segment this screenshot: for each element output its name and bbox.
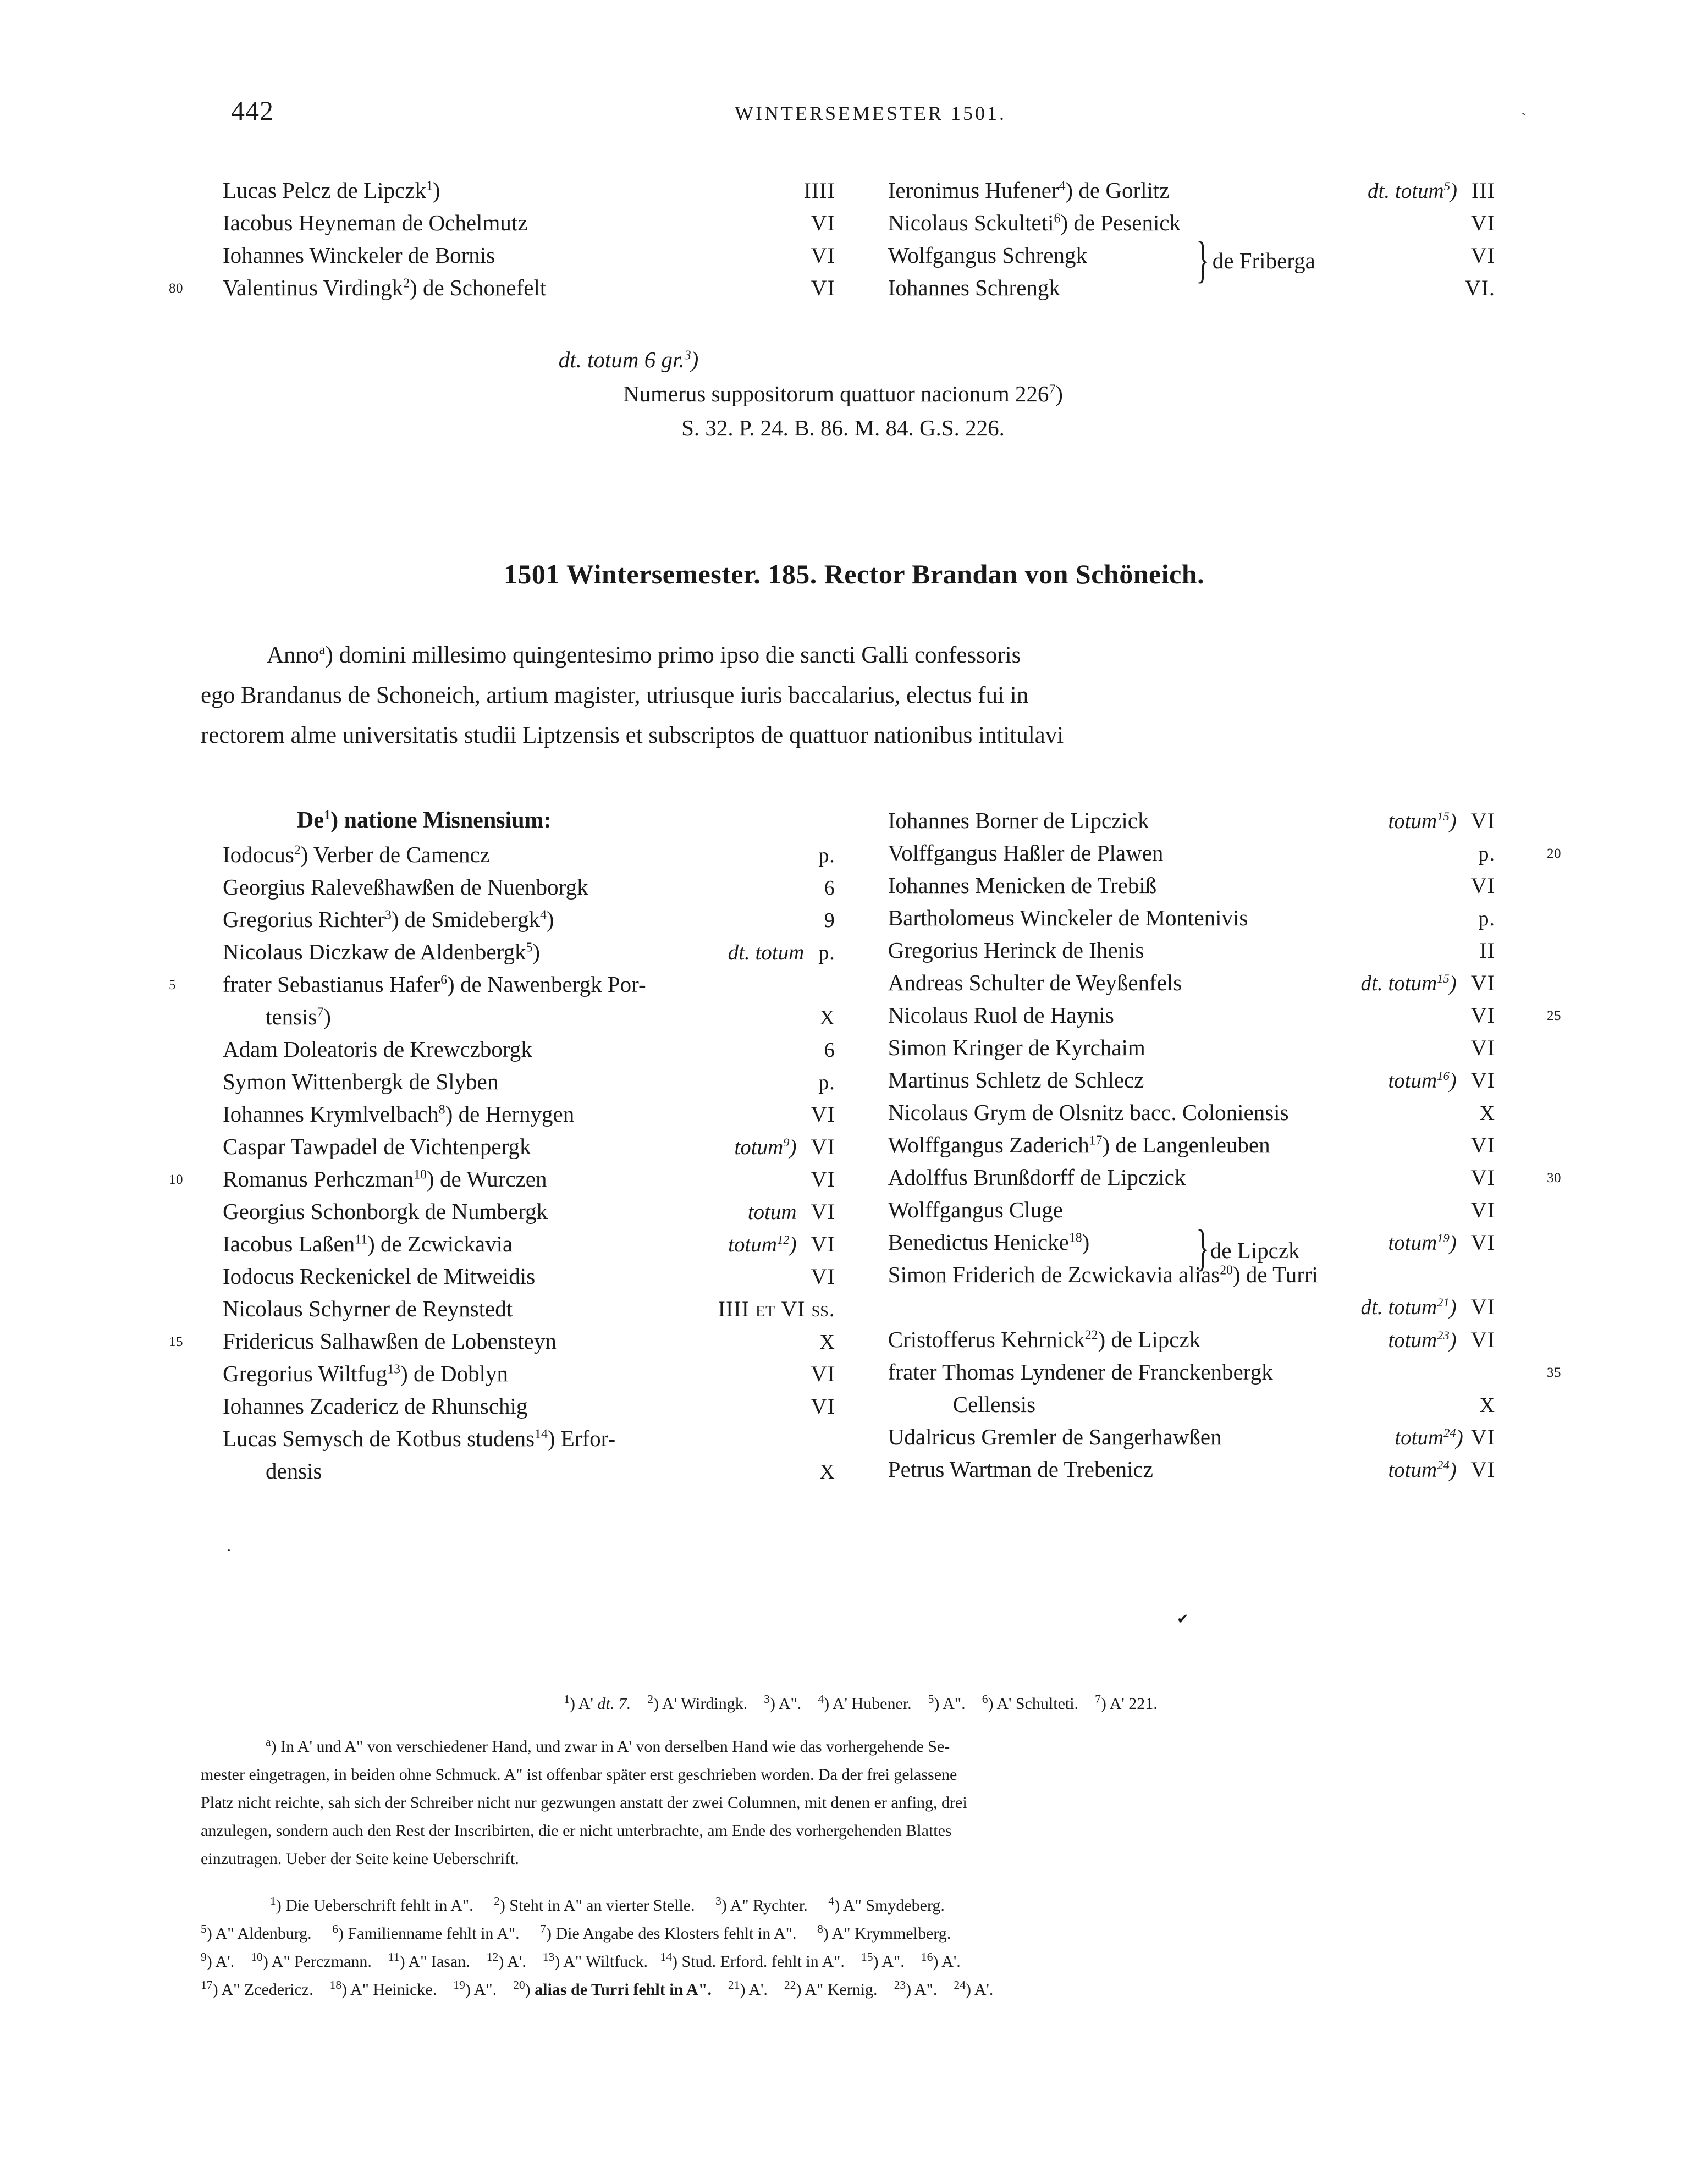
list-item: [201, 874, 861, 906]
entry-value: 6: [824, 876, 835, 900]
entry-name: Georgius Raleveßhawßen de Nuenborgk: [223, 874, 588, 900]
entry-name: Nicolaus Schyrner de Reynstedt: [223, 1296, 513, 1321]
grouping-brace: }: [1195, 1220, 1210, 1276]
list-left-column: [169, 807, 861, 1490]
list-item: [888, 1002, 1561, 1034]
entry-value: VI: [811, 1134, 835, 1159]
list-item: [201, 1036, 861, 1068]
list-item: [888, 904, 1520, 937]
entry-name: Nicolaus Sckulteti$^6$) de Pesenick: [888, 210, 1181, 235]
entry-name: Caspar Tawpadel de Vichtenpergk: [223, 1134, 531, 1159]
entry-name: Iacobus Laßen$^{11}$) de Zcwickavia: [223, 1231, 513, 1256]
entry-value: 9: [824, 909, 835, 932]
list-item: [201, 1425, 861, 1458]
entry-value: II: [1479, 938, 1495, 963]
entry-name: Simon Friderich de Zcwickavia alias$^{20}$) de Turri: [888, 1262, 1318, 1287]
list-right-column: [861, 807, 1561, 1490]
entry-value: VI: [811, 275, 835, 300]
entry-totum: totum$^{12}$): [728, 1233, 797, 1256]
entry-value: VI: [811, 211, 835, 235]
entry-value: VI: [1470, 1035, 1495, 1060]
entry-name: Lucas Pelcz de Lipczk$^1$): [223, 178, 440, 203]
entry-name: Iodocus Reckenickel de Mitweidis: [223, 1264, 536, 1289]
entry-row: [201, 242, 861, 274]
entry-value: VI: [1470, 1457, 1495, 1482]
list-item: [201, 1198, 861, 1231]
entry-value: 6: [824, 1039, 835, 1062]
entry-value: VI: [1470, 1003, 1495, 1028]
entry-name: Nicolaus Diczkaw de Aldenbergk$^5$): [223, 939, 540, 964]
entry-value: X: [1479, 1394, 1495, 1417]
intro-line: ego Brandanus de Schoneich, artium magister, utriusque iuris baccalarius, electus fui in: [201, 682, 1029, 708]
margin-line-number: 15: [169, 1334, 183, 1349]
margin-dot: ·: [227, 1542, 232, 1558]
margin-line-number: 10: [169, 1172, 183, 1187]
list-item: [888, 1132, 1520, 1164]
entry-name: Volffgangus Haßler de Plawen: [888, 840, 1164, 865]
entry-value: VI: [1470, 1068, 1495, 1093]
entry-name: Andreas Schulter de Weyßenfels: [888, 970, 1182, 995]
entry-name: Lucas Semysch de Kotbus studens$^{14}$) Erfor-: [223, 1426, 616, 1451]
intro-line: Anno$^a$) domini millesimo quingentesimo primo ipso die sancti Galli confessoris: [267, 642, 1021, 668]
entry-value: p.: [818, 844, 835, 867]
center-line-counts: S. 32. P. 24. B. 86. M. 84. G.S. 226.: [681, 415, 1005, 440]
entry-totum: dt. totum$^{15}$): [1360, 972, 1457, 995]
footnote-line: mester eingetragen, in beiden ohne Schmuck. A" ist offenbar später erst geschrieben worden. Da der frei gelassene: [201, 1766, 957, 1784]
grouping-brace-label: de Friberga: [1212, 248, 1315, 273]
top-left-column: [169, 177, 861, 307]
entry-name: Iohannes Winckeler de Bornis: [223, 242, 495, 268]
entry-name: Iohannes Schrengk: [888, 275, 1060, 300]
entry-value: VI: [1470, 1230, 1495, 1255]
footnote-numbered-block: [188, 1891, 1520, 2004]
list-item: [888, 1424, 1520, 1456]
entry-value: VI: [1470, 1165, 1495, 1190]
entry-name: Simon Kringer de Kyrchaim: [888, 1035, 1145, 1060]
list-item: [201, 1458, 861, 1490]
entry-totum: dt. totum$^5$): [1368, 179, 1458, 203]
entry-name: Adolffus Brunßdorff de Lipczick: [888, 1165, 1186, 1190]
list-item: [888, 1326, 1520, 1359]
entry-value: VI: [1470, 1294, 1495, 1319]
entry-value: X: [1479, 1102, 1495, 1125]
entry-value: VI: [811, 1394, 835, 1419]
entry-value: VI: [811, 1264, 835, 1289]
entry-value: VI: [811, 1199, 835, 1224]
entry-name: Adam Doleatoris de Krewczborgk: [223, 1036, 532, 1062]
top-entry-block: [0, 177, 1708, 307]
list-item: [201, 841, 861, 874]
entry-value: p.: [818, 1071, 835, 1094]
footnote-line: $^{17}$) A" Zcedericz. $^{18}$) A" Heinicke. $^{19}$) A". $^{20}$) alias de Turri fehlt in A". $^{21}$) A'. $^{22}$) A" Kernig. $^{23}$) A". $^{24}$) A'.: [201, 1978, 994, 1999]
entry-name: Nicolaus Grym de Olsnitz bacc. Coloniensis: [888, 1100, 1289, 1125]
footnote-line: $^a$) In A' und A" von verschiedener Hand, und zwar in A' von derselben Hand wie das vorhergehende Se-: [266, 1735, 950, 1756]
entry-value: p.: [1478, 907, 1495, 930]
intro-line: rectorem alme universitatis studii Liptzensis et subscriptos de quattuor nationibus intitulavi: [201, 722, 1064, 748]
entry-value: VI: [1470, 1327, 1495, 1352]
entry-totum: totum$^{15}$): [1388, 809, 1457, 833]
intro-paragraph: [188, 635, 1520, 755]
entry-totum: totum$^{16}$): [1388, 1069, 1457, 1093]
footnote-line: $^5$) A" Aldenburg. $^6$) Familienname fehlt in A". $^7$) Die Angabe des Klosters fehlt in A". $^8$) A" Krymmelberg.: [201, 1922, 951, 1943]
section-heading-block: [0, 558, 1708, 590]
margin-line-number: 25: [1547, 1008, 1561, 1023]
entry-name: Valentinus Virdingk$^2$) de Schonefelt: [223, 275, 547, 300]
margin-line-number: 80: [169, 281, 183, 296]
entry-totum: totum$^{19}$): [1388, 1231, 1457, 1255]
entry-name: frater Sebastianus Hafer$^6$) de Nawenbergk Por-: [223, 972, 646, 997]
entry-totum: totum$^{23}$): [1388, 1328, 1457, 1352]
running-head-title: WINTERSEMESTER 1501.: [735, 102, 1006, 124]
matriculation-list: [0, 807, 1708, 1490]
entry-value: X: [819, 1006, 835, 1029]
list-item: [201, 1231, 861, 1263]
grouping-brace-label: de Lipczk: [1210, 1238, 1300, 1263]
entry-name: Petrus Wartman de Trebenicz: [888, 1457, 1153, 1482]
top-right-column: [861, 177, 1520, 307]
entry-totum: totum: [747, 1200, 797, 1224]
entry-value: VI: [811, 1102, 835, 1127]
entry-name: Cristofferus Kehrnick$^{22}$) de Lipczk: [888, 1327, 1201, 1352]
footnote-line: $^1$) Die Ueberschrift fehlt in A". $^2$) Steht in A" an vierter Stelle. $^3$) A" Rychter. $^4$) A" Smydeberg.: [270, 1894, 945, 1915]
intro-paragraph-block: [0, 635, 1708, 755]
entry-value: III: [1472, 178, 1495, 203]
entry-name: Symon Wittenbergk de Slyben: [223, 1069, 499, 1094]
entry-name: Gregorius Wiltfug$^{13}$) de Doblyn: [223, 1361, 508, 1386]
entry-value: VI: [811, 1361, 835, 1386]
list-item: [888, 1099, 1520, 1132]
list-item: [888, 937, 1520, 969]
list-item: [888, 1034, 1520, 1067]
entry-name: Iohannes Zcadericz de Rhunschig: [223, 1393, 528, 1419]
list-item: [201, 1295, 861, 1328]
footnote-line: $^9$) A'. $^{10}$) A" Perczmann. $^{11}$) A" Iasan. $^{12}$) A'. $^{13}$) A" Wiltfuck. $^{14}$) Stud. Erford. fehlt in A". $^{15}$) A". $^{16}$) A'.: [201, 1950, 961, 1971]
entry-name: Iohannes Borner de Lipczick: [888, 808, 1149, 833]
top-center-lines: [0, 346, 1708, 441]
entry-value: VI: [1470, 1425, 1495, 1449]
entry-totum: totum$^9$): [734, 1135, 797, 1159]
entry-value: IIII: [803, 178, 835, 203]
entry-value: VI: [1470, 211, 1495, 235]
entry-value: VI: [1470, 970, 1495, 995]
entry-name: frater Thomas Lyndener de Franckenbergk: [888, 1359, 1273, 1385]
entry-totum: dt. totum$^{21}$): [1360, 1295, 1457, 1319]
entry-totum: totum$^{24}$): [1388, 1458, 1457, 1482]
entry-value: VI.: [1464, 275, 1495, 300]
footnote-line: Platz nicht reichte, sah sich der Schreiber nicht nur gezwungen anstatt der zwei Columnen, mit denen er anfing, drei: [201, 1794, 967, 1812]
entry-name: Wolffgangus Cluge: [888, 1197, 1063, 1222]
entry-value: VI: [1470, 1133, 1495, 1157]
entry-name: Wolfgangus Schrengk: [888, 242, 1087, 268]
entry-name: Bartholomeus Winckeler de Montenivis: [888, 905, 1248, 930]
entry-name: Fridericus Salhawßen de Lobensteyn: [223, 1328, 557, 1354]
center-line-totum: dt. totum 6 gr.$^3$): [558, 347, 699, 372]
list-item: [888, 807, 1520, 840]
scan-corner-mark: ˋ: [1521, 110, 1527, 128]
entry-value: VI: [1470, 873, 1495, 898]
list-item: [201, 1101, 861, 1133]
entry-name: densis: [266, 1458, 322, 1483]
entry-name: Udalricus Gremler de Sangerhawßen: [888, 1424, 1222, 1449]
entry-value: p.: [818, 941, 835, 964]
entry-name: tensis$^7$): [266, 1004, 331, 1029]
entry-name: Wolffgangus Zaderich$^{17}$) de Langenleuben: [888, 1132, 1270, 1157]
entry-name: Nicolaus Ruol de Haynis: [888, 1002, 1114, 1028]
entry-value: IIII et VI ß.: [718, 1297, 835, 1321]
list-item: [888, 1359, 1561, 1391]
margin-line-number: 30: [1547, 1171, 1561, 1185]
list-item: [888, 1294, 1520, 1326]
list-item: [201, 939, 861, 971]
entry-name: Iohannes Krymlvelbach$^8$) de Hernygen: [223, 1101, 575, 1127]
list-item: [201, 1133, 861, 1166]
entry-value: p.: [1478, 842, 1495, 865]
entry-row: [169, 274, 861, 307]
section-heading: 1501 Wintersemester. 185. Rector Brandan von Schöneich.: [503, 559, 1205, 589]
list-item: [201, 1003, 861, 1036]
list-item: [169, 1328, 861, 1360]
list-item: [888, 1456, 1520, 1488]
list-item: [201, 1360, 861, 1393]
entry-value: X: [819, 1460, 835, 1483]
entry-value: X: [819, 1331, 835, 1354]
footnote-line: einzutragen. Ueber der Seite keine Ueberschrift.: [201, 1850, 519, 1868]
entry-name: Gregorius Richter$^3$) de Smidebergk$^4$): [223, 907, 554, 932]
list-item: [201, 1068, 861, 1101]
entry-name: Cellensis: [952, 1392, 1036, 1417]
entry-totum: dt. totum: [728, 941, 805, 964]
page-folio-number: 442: [231, 95, 274, 126]
list-item: [201, 906, 861, 939]
list-item: [888, 872, 1520, 904]
list-item: [888, 969, 1520, 1002]
entry-value: VI: [1470, 808, 1495, 833]
list-item: [201, 1393, 861, 1425]
entry-name: Romanus Perhczman$^{10}$) de Wurczen: [223, 1166, 547, 1192]
footnote-row-top: $^1$) A' dt. 7. $^2$) A' Wirdingk. $^3$) A". $^4$) A' Hubener. $^5$) A". $^6$) A' Schulteti. $^7$) A' 221.: [564, 1692, 1158, 1713]
footnote-apparatus: [0, 1691, 1708, 2004]
entry-name: Iodocus$^2$) Verber de Camencz: [223, 842, 490, 867]
entry-totum: totum$^{24}$): [1395, 1426, 1463, 1449]
entry-value: VI: [1470, 243, 1495, 268]
entry-name: Benedictus Henicke$^{18}$): [888, 1229, 1090, 1255]
entry-value: VI: [811, 1232, 835, 1256]
ornament-mark: ✔: [1177, 1611, 1189, 1627]
entry-value: VI: [811, 1167, 835, 1192]
entry-name: Georgius Schonborgk de Numbergk: [223, 1199, 548, 1224]
entry-row: [888, 177, 1520, 209]
entry-name: Martinus Schletz de Schlecz: [888, 1067, 1144, 1093]
list-item: [169, 971, 861, 1003]
entry-row: [201, 177, 861, 209]
margin-line-number: 35: [1547, 1365, 1561, 1380]
list-item: [888, 840, 1561, 872]
center-line-numerus: Numerus suppositorum quattuor nacionum $226^7$): [623, 381, 1063, 406]
left-column-heading: De$^1$) natione Misnensium:: [297, 808, 552, 833]
list-item: [201, 1263, 861, 1295]
list-item: [888, 1391, 1520, 1424]
entry-name: Iacobus Heyneman de Ochelmutz: [223, 210, 528, 235]
list-item: [169, 1166, 861, 1198]
list-item: [888, 1164, 1561, 1196]
entry-name: Gregorius Herinck de Ihenis: [888, 937, 1144, 963]
margin-line-number: 5: [169, 978, 176, 992]
grouping-brace: }: [1195, 231, 1210, 288]
list-item: [888, 1067, 1520, 1099]
entry-row: [201, 209, 861, 242]
entry-value: VI: [1470, 1198, 1495, 1222]
margin-line-number: 20: [1547, 846, 1561, 861]
footnote-paragraph-a: [188, 1733, 1520, 1873]
entry-name: Iohannes Menicken de Trebiß: [888, 873, 1157, 898]
footnote-line: anzulegen, sondern auch den Rest der Inscribirten, die er nicht unterbrachte, am Ende des vorhergehenden Blattes: [201, 1822, 952, 1840]
entry-value: VI: [811, 243, 835, 268]
entry-name: Ieronimus Hufener$^4$) de Gorlitz: [888, 178, 1170, 203]
